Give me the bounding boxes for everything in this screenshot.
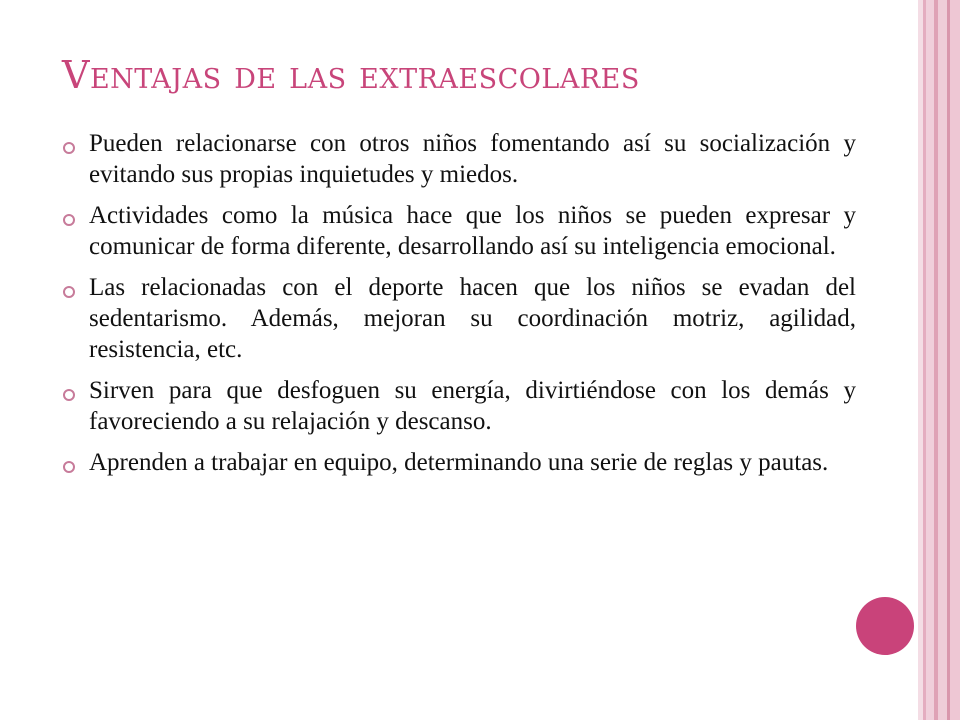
bullet-text: Sirven para que desfoguen su energía, divirtiéndose con los demás y favoreciendo a su relajación y descanso. [89, 377, 856, 435]
bullet-text: Actividades como la música hace que los niños se pueden expresar y comunicar de forma diferente, desarrollando así su inteligencia emocional. [89, 202, 856, 260]
decorative-circle [856, 597, 914, 655]
slide-content [62, 128, 856, 488]
slide-title: Ventajas de las extraescolares [62, 53, 640, 97]
stripe [950, 0, 960, 720]
bullet-text: Aprenden a trabajar en equipo, determinando una serie de reglas y pautas. [89, 449, 829, 476]
list-item [62, 375, 856, 437]
ring-bullet-icon [62, 285, 76, 299]
list-item [62, 128, 856, 190]
ring-bullet-icon [62, 460, 76, 474]
bullet-text: Las relacionadas con el deporte hacen que los niños se evadan del sedentarismo. Además, mejoran su coordinación motriz, agilidad, resistencia, etc. [89, 274, 856, 363]
bullet-list [62, 128, 856, 478]
ring-bullet-icon [62, 388, 76, 402]
ring-bullet-icon [62, 213, 76, 227]
bullet-text: Pueden relacionarse con otros niños fomentando así su socialización y evitando sus propias inquietudes y miedos. [89, 130, 856, 188]
list-item [62, 447, 856, 478]
stripe [938, 0, 947, 720]
decorative-stripes [918, 0, 960, 720]
list-item [62, 272, 856, 365]
ring-bullet-icon [62, 141, 76, 155]
list-item [62, 200, 856, 262]
stripe [926, 0, 934, 720]
